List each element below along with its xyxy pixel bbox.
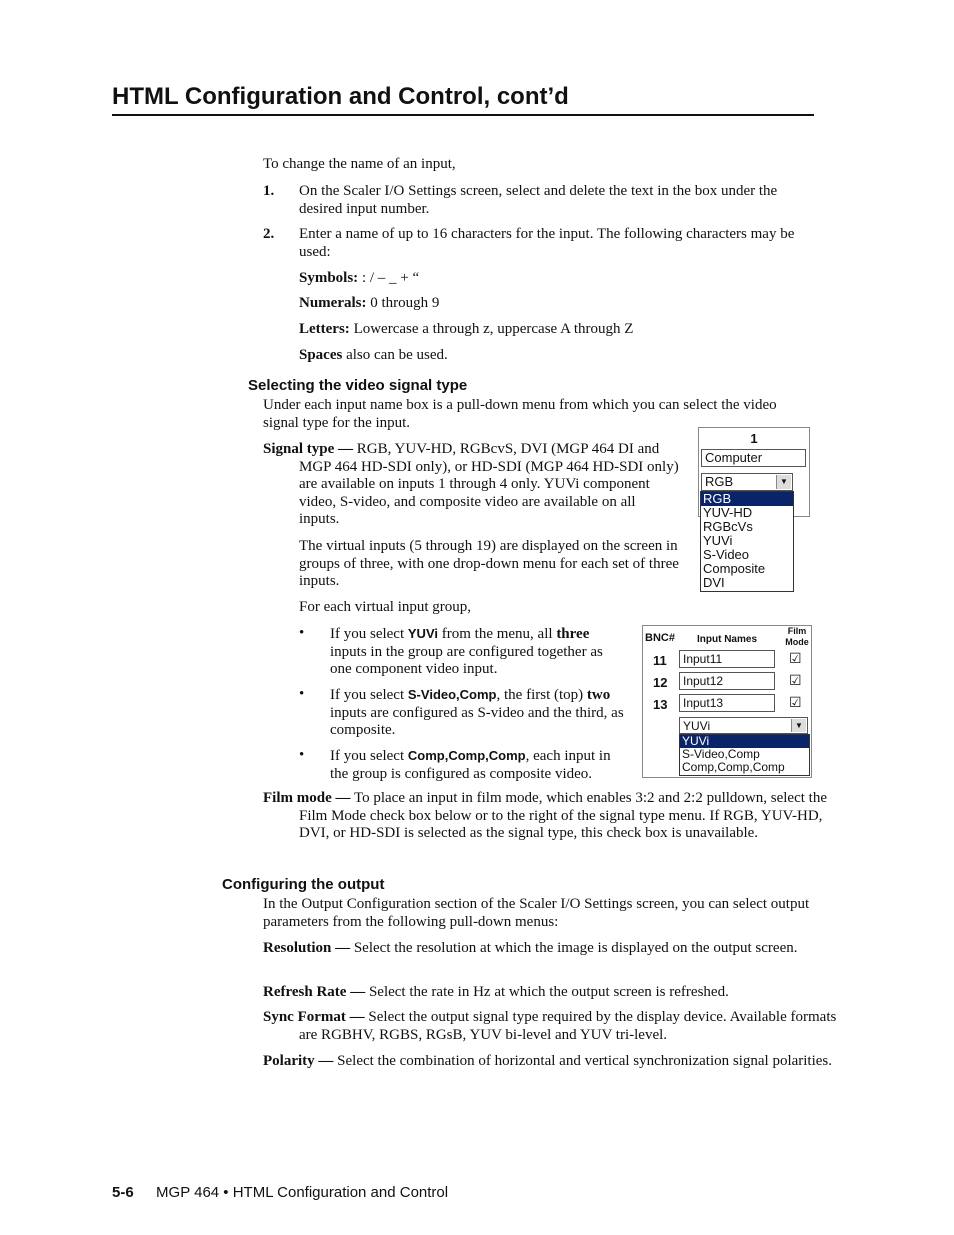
input-name-field[interactable]: Input11 (679, 650, 775, 668)
symbols-line (299, 270, 419, 288)
output-item-sync-format (263, 1009, 847, 1044)
item-text: Select the output signal type required by the display device. Available formats are RGBHV, RGBS, RGsB, YUV bi-level and YUV tri-level. (299, 1009, 837, 1043)
option-item[interactable]: RGBcVs (703, 519, 753, 534)
rename-step-2 (263, 226, 803, 261)
bullet-dot: • (299, 686, 305, 702)
step-text: Enter a name of up to 16 characters for the input. The following characters may be used: (299, 226, 795, 260)
output-heading: Configuring the output (222, 876, 385, 893)
page-footer (112, 1184, 448, 1202)
chevron-down-icon: ▼ (791, 719, 806, 732)
step-number: 2. (263, 226, 275, 242)
symbols-value: : / – _ + “ (358, 270, 420, 286)
bnc-number: 11 (653, 653, 667, 668)
signal-type-paragraph (263, 441, 679, 529)
letters-label: Letters: (299, 321, 350, 337)
emphasis: two (586, 687, 611, 703)
item-label: Resolution — (263, 940, 351, 956)
item-label: Sync Format — (263, 1009, 365, 1025)
spaces-line (299, 347, 448, 365)
video-signal-intro: Under each input name box is a pull-down menu from which you can select the video signal type for the input. (263, 397, 777, 431)
virtual-inputs-paragraph: The virtual inputs (5 through 19) are displayed on the screen in groups of three, with one drop-down menu for each set of three inputs. (299, 538, 679, 589)
bullet-yuvi (299, 625, 625, 679)
bullet-dot: • (299, 747, 305, 763)
option-item[interactable]: S-Video,Comp (682, 747, 760, 761)
film-header-line: Film (787, 626, 807, 636)
letters-value: Lowercase a through z, uppercase A through Z (349, 321, 634, 337)
input-name-field[interactable]: Computer (701, 449, 806, 467)
option-name: YUVi (407, 626, 438, 641)
input-name-field[interactable]: Input13 (679, 694, 775, 712)
option-item[interactable]: RGB (701, 492, 793, 506)
item-label: Polarity — (263, 1053, 334, 1069)
heading-rule (112, 114, 814, 116)
column-header-film-mode (783, 626, 811, 648)
output-item-polarity (263, 1053, 847, 1071)
item-text: Select the rate in Hz at which the output screen is refreshed. (365, 984, 729, 1000)
column-header-bnc: BNC# (645, 632, 675, 644)
film-mode-checkbox[interactable]: ☑ (789, 650, 802, 666)
video-signal-heading: Selecting the video signal type (248, 377, 468, 394)
bullet-text: inputs are configured as S-video and the third, as composite. (330, 704, 624, 738)
bullet-text: If you select (330, 748, 408, 764)
item-text: Select the combination of horizontal and vertical synchronization signal polarities. (333, 1053, 833, 1069)
film-mode-text: To place an input in film mode, which enables 3:2 and 2:2 pulldown, select the Film Mode check box below or to the right of the signal type menu. If RGB, YUV-HD, DVI, or HD-SDI is selected as the signal type, this check box is unavailable. (299, 790, 827, 841)
bullet-text: , the first (top) (496, 687, 587, 703)
chevron-down-icon: ▼ (776, 475, 791, 489)
group-signal-select[interactable] (679, 717, 808, 734)
bnc-number: 13 (653, 697, 668, 712)
bullet-dot: • (299, 625, 305, 641)
footer-text: MGP 464 • HTML Configuration and Control (156, 1184, 449, 1201)
numerals-label: Numerals: (299, 295, 367, 311)
bullet-text: from the menu, all (438, 626, 557, 642)
output-item-refresh-rate (263, 984, 847, 1002)
signal-type-select[interactable] (701, 473, 793, 491)
bullet-text: If you select (330, 626, 408, 642)
bullet-text: inputs in the group are configured together as one component video input. (330, 643, 603, 677)
option-item[interactable]: Composite (703, 561, 766, 576)
bnc-number: 12 (653, 675, 668, 690)
spaces-label: Spaces (299, 347, 343, 363)
option-item[interactable]: YUVi (680, 735, 809, 748)
each-group-line: For each virtual input group, (299, 599, 472, 615)
column-header-input-names: Input Names (697, 634, 758, 645)
signal-type-text: RGB, YUV-HD, RGBcvS, DVI (MGP 464 DI and MGP 464 HD-SDI only), or HD-SDI (MGP 464 HD-SDI only) are available on inputs 1 through 4 only. YUVi component video, S-video, and composite video are available on all inputs. (299, 441, 679, 527)
option-item[interactable]: DVI (703, 575, 725, 590)
input-number-label: 1 (750, 431, 758, 446)
option-item[interactable]: S-Video (703, 547, 750, 562)
option-item[interactable]: YUVi (703, 533, 733, 548)
film-mode-label: Film mode — (263, 790, 351, 806)
film-mode-checkbox[interactable]: ☑ (789, 672, 802, 688)
emphasis: three (556, 626, 590, 642)
bullet-comp-comp-comp (299, 747, 625, 783)
page-heading: HTML Configuration and Control, cont’d (112, 83, 569, 110)
figure-virtual-group (642, 625, 812, 778)
option-item[interactable]: Comp,Comp,Comp (682, 760, 785, 774)
bullet-svideo-comp (299, 686, 625, 740)
rename-step-1 (263, 183, 803, 218)
film-header-line: Mode (785, 637, 809, 647)
output-intro: In the Output Configuration section of the Scaler I/O Settings screen, you can select output parameters from the following pull-down menus: (263, 896, 810, 930)
input-name-field[interactable]: Input12 (679, 672, 775, 690)
option-name: S-Video,Comp (407, 687, 497, 702)
step-number: 1. (263, 183, 275, 199)
option-item[interactable]: YUV-HD (703, 505, 753, 520)
letters-line (299, 321, 633, 339)
group-signal-options (679, 734, 810, 776)
signal-type-options (700, 491, 794, 592)
bullet-text: If you select (330, 687, 408, 703)
group-signal-selected: YUVi (683, 719, 711, 733)
option-name: Comp,Comp,Comp (407, 748, 526, 763)
page-number: 5-6 (112, 1184, 134, 1201)
film-mode-checkbox[interactable]: ☑ (789, 694, 802, 710)
item-label: Refresh Rate — (263, 984, 366, 1000)
bullet-text: , each input in the group is configured as composite video. (330, 748, 611, 782)
signal-type-selected: RGB (705, 474, 734, 489)
step-text: On the Scaler I/O Settings screen, select and delete the text in the box under the desired input number. (299, 183, 778, 217)
output-item-resolution (263, 940, 847, 958)
signal-type-label: Signal type — (263, 441, 354, 457)
item-text: Select the resolution at which the image is displayed on the output screen. (350, 940, 798, 956)
spaces-value: also can be used. (342, 347, 448, 363)
numerals-value: 0 through 9 (366, 295, 440, 311)
numerals-line (299, 295, 439, 313)
symbols-label: Symbols: (299, 270, 359, 286)
film-mode-paragraph (263, 790, 847, 843)
rename-intro: To change the name of an input, (263, 156, 456, 172)
